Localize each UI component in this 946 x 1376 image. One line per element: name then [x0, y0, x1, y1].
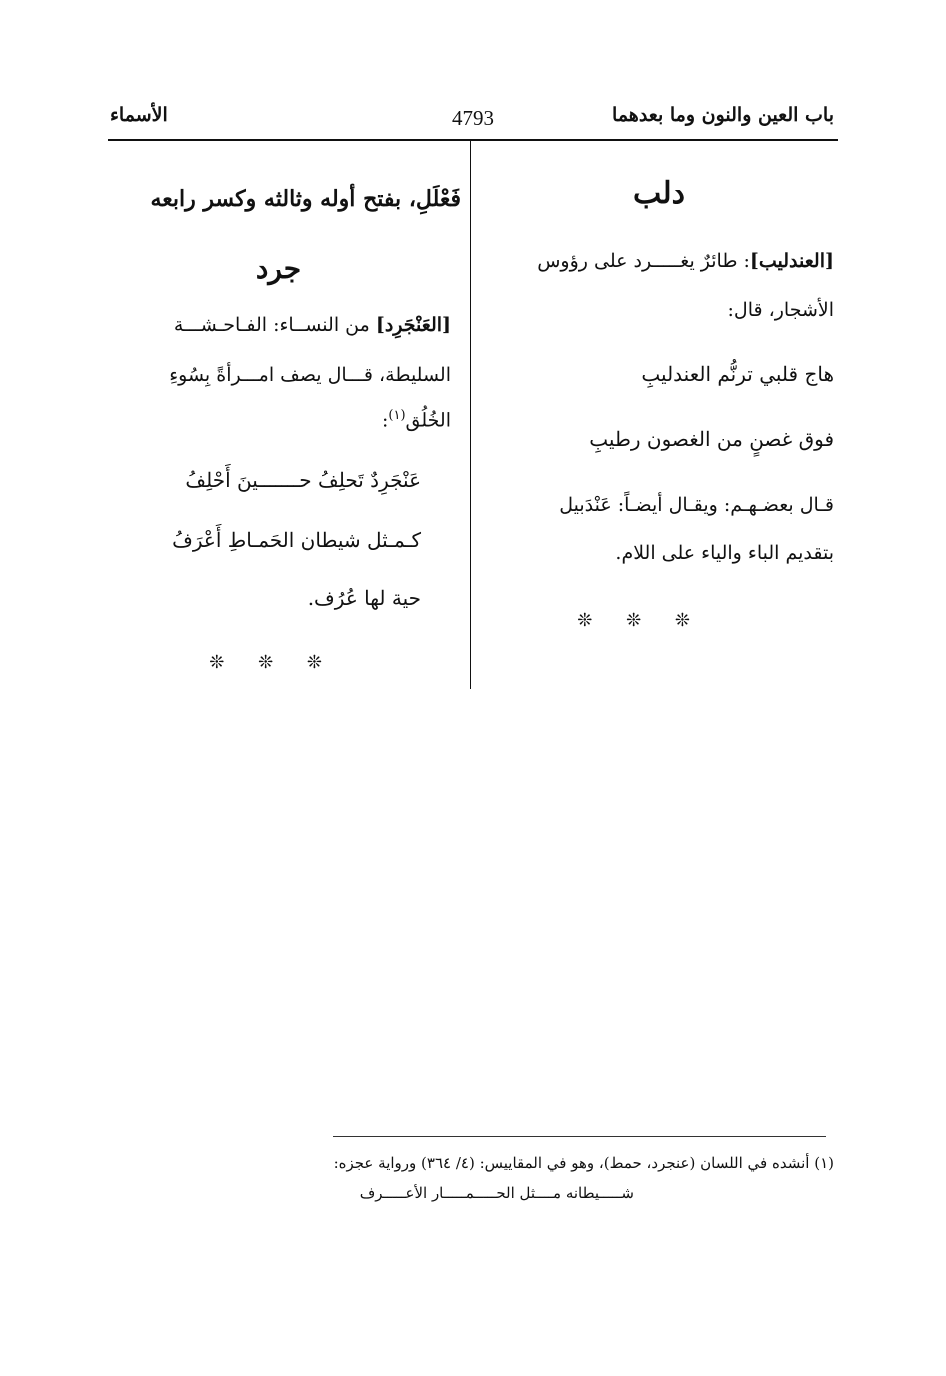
entry-line: [العندليب]: طائرٌ يغـــــرد على رؤوس: [537, 250, 834, 272]
left-column: [96, 172, 461, 692]
section-separator-stars: ❊ ❊ ❊: [209, 652, 336, 673]
column-divider: [470, 141, 471, 689]
entry-line-2: السليطة، قـــال يصف امـــرأةً بِسُوءِ: [169, 364, 451, 386]
entry-line-5: قـال بعضـهـم: ويقـال أيضـاً: عَنْدَبيل: [559, 494, 834, 516]
entry-line-6: بتقديم الباء والياء على اللام.: [615, 542, 834, 564]
footnote-line-1: (١) أنشده في اللسان (عنجرد، حمط)، وهو في المقاييس: (٤/ ٣٦٤) ورواية عجزه:: [333, 1154, 834, 1172]
section-separator-stars: ❊ ❊ ❊: [577, 610, 704, 631]
entry-term: [العَنْجَرِد]: [375, 314, 451, 336]
verse-line-2: كـمـثل شيطان الحَمـاطِ أَعْرَفُ: [172, 528, 421, 552]
footnote-reference[interactable]: (١): [388, 408, 406, 423]
verse-line-1: هاج قلبي ترنُّم العندليبِ: [641, 362, 834, 386]
entry-line-3: الخُلُق$^{(١)}$:: [381, 408, 451, 432]
footnote-rule: [333, 1136, 826, 1137]
running-header-chapter: باب العين والنون وما بعدهما: [612, 104, 834, 126]
root-heading-jrd: جرد: [255, 252, 302, 285]
entry-line-2: الأشجار، قال:: [727, 299, 834, 321]
verse-line-1: عَنْجَرِدٌ تَحلِفُ حـــــــينَ أَحْلِفُ: [185, 468, 421, 492]
right-column: [484, 172, 834, 672]
verse-line-2: فوق غصنٍ من الغصون رطيبِ: [589, 427, 834, 451]
footnote-line-2: شـــــيطانه مــــثل الحـــــمـــــار الأعـــــرف: [359, 1184, 634, 1202]
verse-line-3: حية لها عُرُف.: [307, 586, 421, 610]
pattern-heading: فَعْلَلِ، بفتح أوله وثالثه وكسر رابعه: [150, 186, 461, 212]
root-heading-dlb: دلب: [633, 176, 685, 211]
entry-line: [العَنْجَرِد] من النســاء: الفـاحـشـــة: [173, 314, 451, 336]
entry-term: [العندليب]: [749, 250, 834, 272]
page-number: 4793: [452, 106, 494, 130]
running-header-section: الأسماء: [110, 104, 168, 126]
header-rule: [108, 139, 838, 141]
